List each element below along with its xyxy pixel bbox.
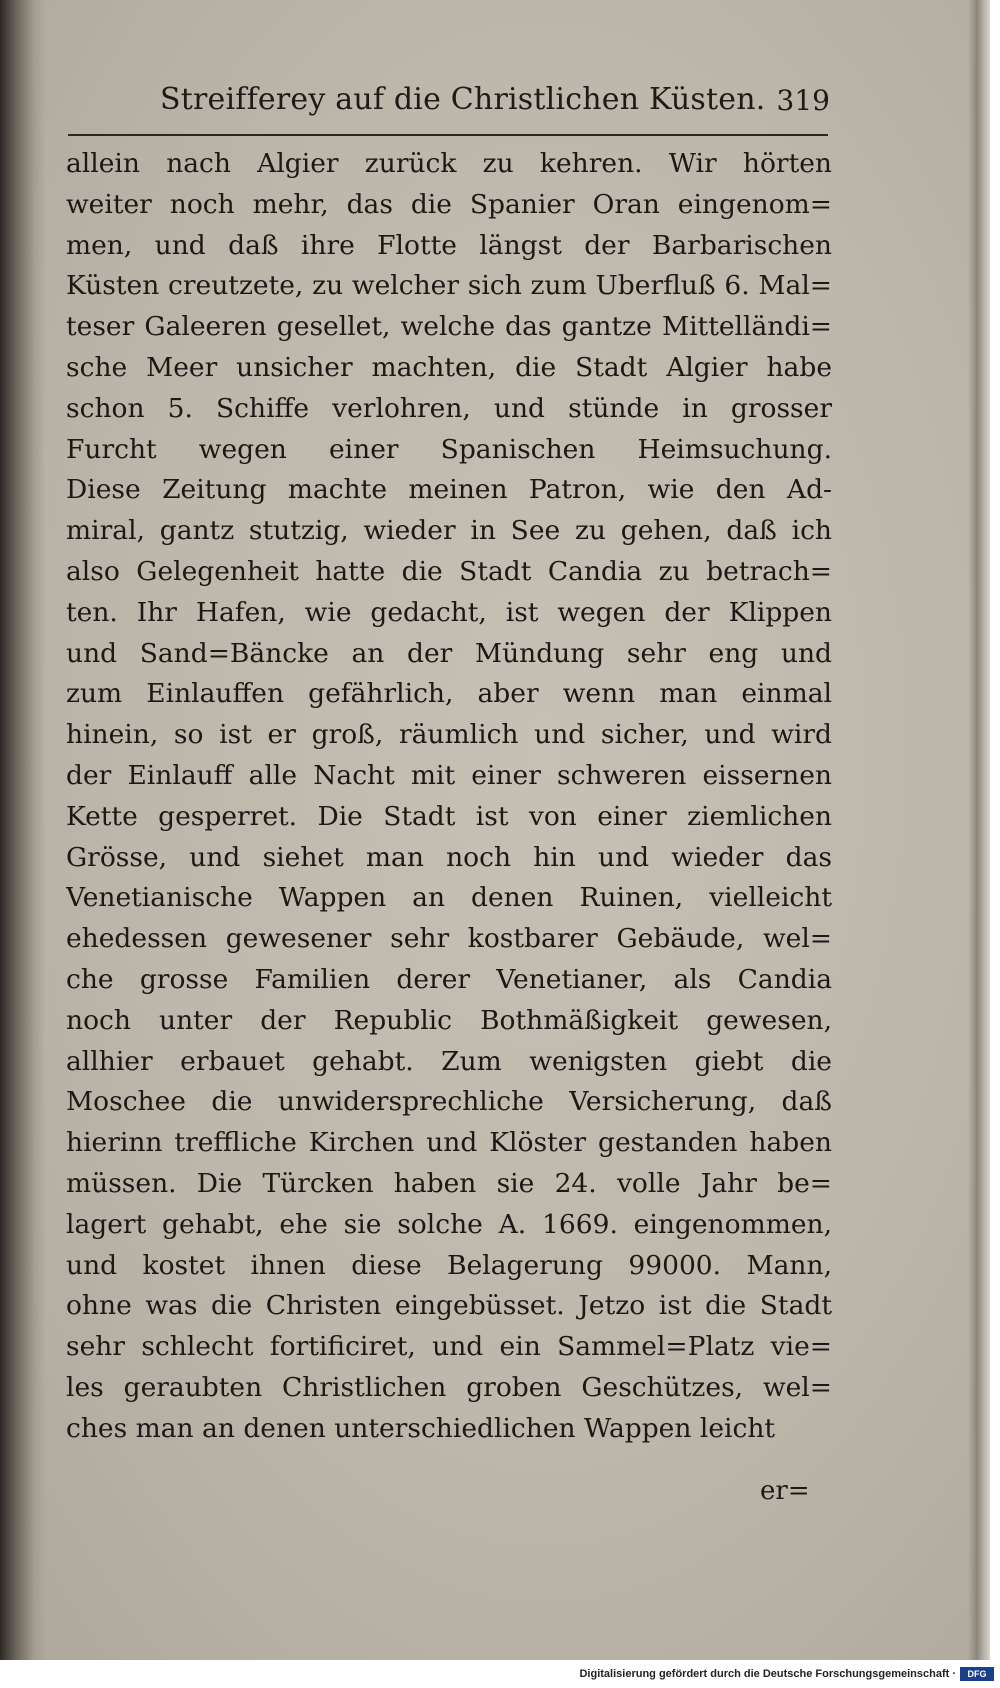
text-line: Grösse, und siehet man noch hin und wieder das <box>66 841 832 873</box>
text-line: miral, gantz stutzig, wieder in See zu gehen, daß ich <box>66 515 832 547</box>
page-number: 319 <box>776 84 830 117</box>
text-line: ehedessen gewesener sehr kostbarer Gebäude, wel= <box>66 923 832 955</box>
text-line: schon 5. Schiffe verlohren, und stünde in grosser <box>66 392 832 424</box>
text-line: che grosse Familien derer Venetianer, als Candia <box>66 963 832 995</box>
text-line: Kette gesperret. Die Stadt ist von einer ziemlichen <box>66 800 832 832</box>
text-line: ohne was die Christen eingebüsset. Jetzo ist die Stadt <box>66 1290 832 1322</box>
text-line: also Gelegenheit hatte die Stadt Candia zu betrach= <box>66 555 832 587</box>
text-line: Furcht wegen einer Spanischen Heimsuchung. <box>66 433 832 465</box>
text-line: hierinn treffliche Kirchen und Klöster gestanden haben <box>66 1127 832 1159</box>
text-line: men, und daß ihre Flotte längst der Barbarischen <box>66 229 832 261</box>
header-rule <box>68 134 828 136</box>
text-line: noch unter der Republic Bothmäßigkeit gewesen, <box>66 1004 832 1036</box>
text-line: ten. Ihr Hafen, wie gedacht, ist wegen der Klippen <box>66 596 832 628</box>
text-line: allein nach Algier zurück zu kehren. Wir hörten <box>66 148 832 179</box>
page-header <box>150 82 830 128</box>
text-line: sehr schlecht fortificiret, und ein Sammel=Platz vie= <box>66 1331 832 1363</box>
dfg-logo-icon: DFG <box>960 1667 994 1681</box>
text-line: der Einlauff alle Nacht mit einer schweren eissernen <box>66 759 832 791</box>
text-line: und Sand=Bäncke an der Mündung sehr eng und <box>66 637 832 669</box>
text-line: allhier erbauet gehabt. Zum wenigsten giebt die <box>66 1045 832 1077</box>
text-line: Küsten creutzete, zu welcher sich zum Uberfluß 6. Mal= <box>66 270 832 302</box>
running-head: Streifferey auf die Christlichen Küsten. <box>160 82 766 117</box>
text-line: weiter noch mehr, das die Spanier Oran eingenom= <box>66 188 832 220</box>
text-line: müssen. Die Türcken haben sie 24. volle Jahr be= <box>66 1167 832 1199</box>
digitization-credit: Digitalisierung gefördert durch die Deutsche Forschungsgemeinschaft · <box>579 1668 956 1680</box>
text-line: sche Meer unsicher machten, die Stadt Algier habe <box>66 351 832 383</box>
page-edge <box>968 0 990 1660</box>
text-line: Diese Zeitung machte meinen Patron, wie den Ad- <box>66 474 832 506</box>
text-line: ches man an denen unterschiedlichen Wappen leicht <box>66 1412 776 1444</box>
text-line: und kostet ihnen diese Belagerung 99000. Mann, <box>66 1249 832 1281</box>
text-line: hinein, so ist er groß, räumlich und sicher, und wird <box>66 719 832 751</box>
text-line: lagert gehabt, ehe sie solche A. 1669. eingenommen, <box>66 1208 832 1240</box>
text-line: Moschee die unwidersprechliche Versicherung, daß <box>66 1086 832 1118</box>
text-line: teser Galeeren gesellet, welche das gantze Mittelländi= <box>66 311 832 343</box>
binding-gutter <box>0 0 46 1660</box>
text-line: Venetianische Wappen an denen Ruinen, vielleicht <box>66 882 832 914</box>
text-line: zum Einlauffen gefährlich, aber wenn man einmal <box>66 678 832 710</box>
catchword: er= <box>760 1476 810 1506</box>
text-line: les geraubten Christlichen groben Geschützes, wel= <box>66 1371 832 1403</box>
body-text <box>66 144 832 1450</box>
